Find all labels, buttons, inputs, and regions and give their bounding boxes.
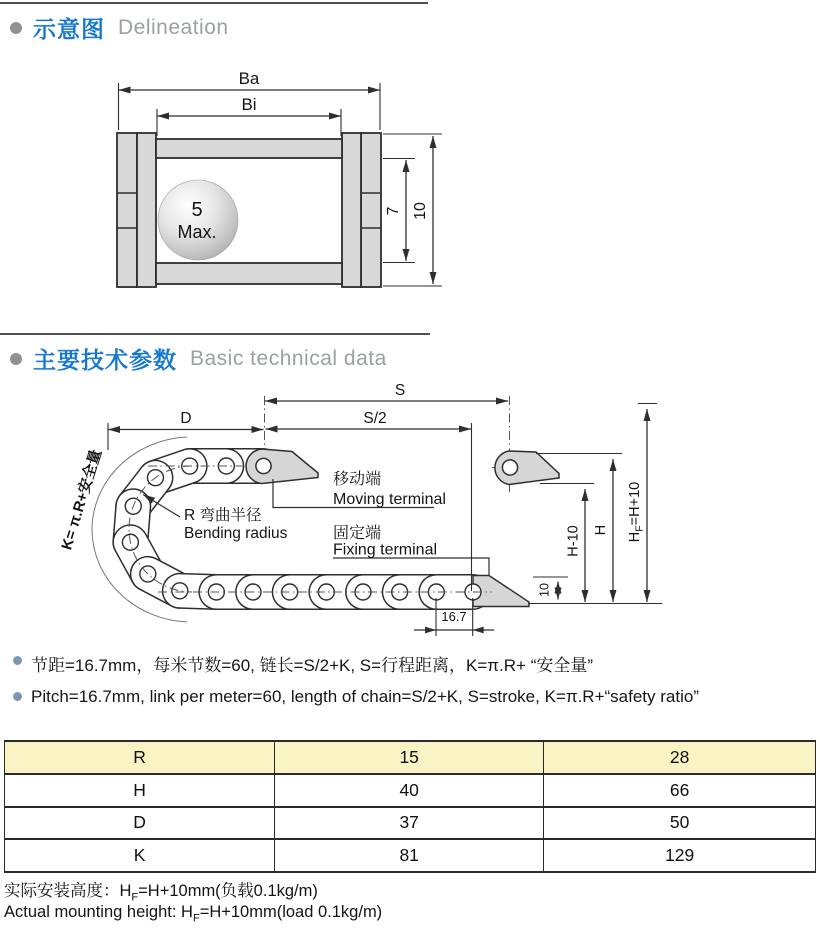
hf-post: =H+10: [627, 481, 643, 526]
left-outer-plate: [117, 133, 137, 287]
footer-en-pre: Actual mounting height: H: [4, 903, 193, 921]
table-cell: 40: [275, 774, 544, 807]
label-h: H: [593, 524, 609, 536]
cross-section-diagram: [117, 69, 442, 287]
table-cell: 50: [544, 807, 816, 840]
note-zh: [13, 651, 593, 676]
footer-zh-post: =H+10mm(负载0.1kg/m): [138, 882, 318, 900]
hf-sub: F: [633, 525, 646, 532]
table-cell: 66: [544, 774, 816, 807]
footer-en-post: =H+10mm(load 0.1kg/m): [199, 903, 383, 921]
label-hf: [627, 482, 646, 542]
section-title-en: Delineation: [118, 15, 229, 39]
table-cell: 15: [275, 741, 544, 774]
label-10-offset: 10: [537, 583, 552, 597]
pitch-arrow-right: [473, 627, 484, 634]
note-en: [13, 687, 699, 707]
mounting-height-note-en: [4, 903, 382, 924]
moving-terminal-hole: [256, 458, 271, 473]
label-7: 7: [385, 206, 402, 216]
sphere-max: Max.: [177, 222, 217, 242]
label-fixing-terminal-en: Fixing terminal: [333, 541, 438, 559]
label-s: S: [394, 382, 406, 399]
label-bi: Bi: [241, 95, 257, 114]
label-bending-radius-zh: R 弯曲半径: [184, 507, 262, 524]
table-cell: 37: [275, 807, 544, 840]
sphere-value: 5: [191, 199, 203, 221]
table-row: [5, 741, 816, 774]
label-moving-terminal-zh: 移动端: [333, 471, 382, 488]
fixing-terminal-leader: [333, 558, 489, 575]
note-text-en: Pitch=16.7mm, link per meter=60, length of chain=S/2+K, S=stroke, K=π.R+“safety ratio”: [31, 687, 699, 706]
footer-en-sub: F: [192, 912, 200, 925]
table-cell: 81: [275, 839, 544, 872]
note-text-zh: 节距=16.7mm，每米节数=60, 链长=S/2+K, S=行程距离，K=π.R+ “安全量”: [31, 656, 594, 675]
table-cell: 28: [544, 741, 816, 774]
upper-terminal-hole: [502, 460, 517, 475]
top-crossbar: [156, 139, 342, 158]
note-bullet-icon: [13, 692, 22, 701]
note-bullet-icon: [13, 656, 22, 665]
pitch-arrow-left: [425, 627, 436, 634]
table-cell: K: [5, 839, 275, 872]
chain-links: [130, 466, 473, 592]
table-cell: H: [5, 774, 275, 807]
table-row: [5, 774, 816, 807]
drag-chain-diagram: [57, 382, 662, 636]
section-title-zh: 主要技术参数: [33, 347, 177, 373]
mounting-height-note-zh: [4, 877, 318, 903]
label-pitch: 16.7: [441, 609, 467, 624]
label-k-formula: K= π.R+安全量: [58, 447, 106, 552]
table-cell: 129: [544, 839, 816, 872]
table-cell: D: [5, 807, 275, 840]
right-inner-plate: [342, 133, 361, 287]
spec-table: [4, 740, 816, 873]
section-title-zh: 示意图: [33, 16, 105, 42]
footer-zh-pre: 实际安装高度：H: [4, 882, 132, 900]
label-s2: S/2: [363, 410, 387, 427]
label-d: D: [180, 410, 192, 427]
left-inner-plate: [137, 133, 156, 287]
bottom-crossbar: [156, 263, 342, 284]
label-h10: H-10: [565, 525, 582, 557]
label-fixing-terminal-zh: 固定端: [333, 525, 382, 542]
label-bending-radius-en: Bending radius: [184, 525, 288, 542]
footer-zh-sub: F: [131, 891, 139, 904]
hf-pre: H: [627, 531, 643, 543]
right-outer-plate: [361, 133, 381, 287]
table-row: [5, 839, 816, 872]
label-ba: Ba: [238, 69, 260, 88]
table-cell: R: [5, 741, 275, 774]
table-row: [5, 807, 816, 840]
label-moving-terminal-en: Moving terminal: [333, 491, 446, 508]
section-title-en: Basic technical data: [190, 346, 387, 370]
label-10: 10: [412, 202, 429, 220]
